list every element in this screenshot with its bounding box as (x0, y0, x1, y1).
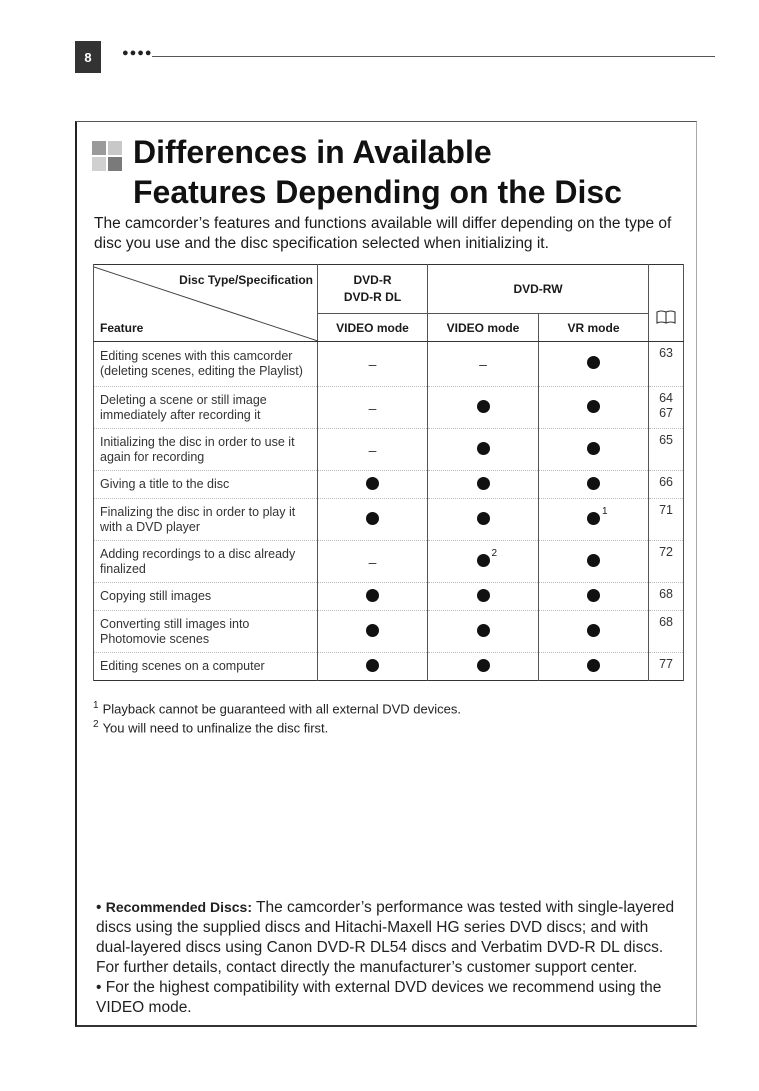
support-cell-rw-vr (539, 611, 649, 653)
table-row (94, 499, 684, 541)
feature-cell (94, 429, 318, 471)
table-row (94, 387, 684, 429)
page-reference: 77 (649, 653, 684, 681)
book-icon (656, 310, 676, 324)
footnotes (93, 698, 461, 737)
not-supported-dash: – (368, 356, 377, 372)
support-cell-dvdr (318, 611, 428, 653)
header-dvdr-label: DVD-R (353, 273, 392, 287)
feature-line-2: Photomovie scenes (100, 631, 210, 646)
supported-dot-icon (366, 477, 379, 490)
subheader-dvdrw-video: VIDEO mode (428, 314, 539, 342)
page-number: 8 (75, 41, 101, 73)
page-reference: 72 (649, 541, 684, 583)
compatibility-text: For the highest compatibility with external DVD devices we recommend using the VIDEO mode. (96, 979, 662, 1016)
table-row (94, 583, 684, 611)
table-body (94, 342, 684, 681)
intro-paragraph: The camcorder’s features and functions available will differ depending on the type of disc you use and the disc specification selected when initializing it. (94, 215, 672, 252)
supported-dot-icon (587, 589, 600, 602)
supported-dot-icon (587, 505, 608, 525)
page-reference: 64 67 (649, 387, 684, 429)
features-table (93, 264, 684, 681)
header-page-ref (649, 265, 684, 342)
supported-dot-icon (366, 512, 379, 525)
supported-dot-icon (366, 659, 379, 672)
feature-cell (94, 387, 318, 429)
supported-dot-icon (366, 624, 379, 637)
recommended-discs-text: The camcorder’s performance was tested with single-layered discs using the supplied discs and Hitachi-Maxell HG series DVD discs; and with dual-layered discs using Canon DVD-R DL54 discs and Verbatim DVD-R DL discs. For further details, contact directly the manufacturer’s customer support center. (96, 899, 675, 976)
feature-cell (94, 583, 318, 611)
supported-dot-icon (587, 554, 600, 567)
header-dots: ●●●● (122, 47, 153, 59)
header-dvdr (318, 265, 428, 314)
support-cell-rw-vr (539, 342, 649, 387)
header-dvdrdl-label: DVD-R DL (343, 290, 402, 304)
feature-line-1: Giving a title to the disc (100, 477, 230, 491)
feature-line-1: Copying still images (100, 589, 212, 603)
footnote-2 (93, 717, 461, 736)
feature-cell (94, 342, 318, 387)
page-reference: 68 (649, 611, 684, 653)
supported-dot-icon (587, 356, 600, 369)
footnote-1-text: Playback cannot be guaranteed with all external DVD devices. (102, 701, 461, 717)
feature-line-1: Converting still images into (100, 616, 250, 631)
not-supported-dash: – (368, 399, 377, 416)
support-cell-rw-vr (539, 471, 649, 499)
feature-line-1: Deleting a scene or still image (100, 392, 267, 407)
support-cell-dvdr (318, 342, 428, 387)
not-supported-dash: – (479, 356, 487, 372)
supported-dot-icon (587, 442, 600, 455)
header-diagonal-cell (94, 265, 318, 342)
support-cell-rw-video (428, 387, 539, 429)
page-reference: 68 (649, 583, 684, 611)
supported-dot-icon (477, 442, 490, 455)
support-cell-dvdr (318, 583, 428, 611)
supported-dot-icon (587, 400, 600, 413)
table-row (94, 541, 684, 583)
supported-dot-icon (587, 477, 600, 490)
feature-line-1: Initializing the disc in order to use it (100, 434, 295, 449)
footnote-ref: 2 (491, 547, 498, 559)
support-cell-rw-video (428, 611, 539, 653)
support-cell-dvdr (318, 429, 428, 471)
footnote-1-mark: 1 (93, 700, 99, 711)
support-cell-rw-video (428, 429, 539, 471)
supported-dot-icon (477, 512, 490, 525)
header-dvdrw: DVD-RW (428, 265, 649, 314)
feature-line-1: Editing scenes on a computer (100, 659, 265, 673)
not-supported-dash: – (368, 553, 377, 570)
support-cell-dvdr (318, 653, 428, 681)
support-cell-rw-video (428, 583, 539, 611)
table-row (94, 429, 684, 471)
feature-line-1: Editing scenes with this camcorder (100, 349, 293, 363)
feature-line-2: finalized (100, 561, 146, 576)
feature-line-2: with a DVD player (100, 519, 201, 534)
support-cell-rw-video (428, 653, 539, 681)
supported-dot-icon (587, 624, 600, 637)
header-disc-type: Disc Type/Specification (179, 273, 313, 287)
title-line-2: Features Depending on the Disc (133, 174, 622, 210)
table-row (94, 471, 684, 499)
table-row (94, 611, 684, 653)
page-reference: 65 (649, 429, 684, 471)
support-cell-rw-video (428, 541, 539, 583)
subheader-dvdrw-vr: VR mode (539, 314, 649, 342)
title-squares-icon (92, 141, 126, 175)
support-cell-rw-vr (539, 387, 649, 429)
support-cell-dvdr (318, 499, 428, 541)
support-cell-dvdr (318, 471, 428, 499)
supported-dot-icon (477, 400, 490, 413)
support-cell-rw-vr (539, 653, 649, 681)
supported-dot-icon (477, 547, 498, 567)
feature-line-2: immediately after recording it (100, 407, 261, 422)
support-cell-rw-video (428, 471, 539, 499)
supported-dot-icon (477, 477, 490, 490)
supported-dot-icon (477, 624, 490, 637)
footnote-2-text: You will need to unfinalize the disc first. (102, 720, 329, 736)
recommendations: • Recommended Discs: The camcorder’s performance was tested with single-layered discs using the supplied discs and Hitachi-Maxell HG series DVD discs; and with dual-layered discs using Canon DVD-R DL54 discs and Verbatim DVD-R DL discs. For further details, contact directly the manufacturer’s customer support center. • For the highest compatibility with external DVD devices we recommend using the VIDEO mode. (96, 899, 675, 1016)
support-cell-rw-video (428, 499, 539, 541)
feature-cell (94, 499, 318, 541)
support-cell-rw-vr (539, 583, 649, 611)
subheader-dvdr-video: VIDEO mode (318, 314, 428, 342)
feature-cell (94, 611, 318, 653)
feature-line-1: Finalizing the disc in order to play it (100, 504, 296, 519)
feature-line-1: Adding recordings to a disc already (100, 546, 296, 561)
feature-line-2: again for recording (100, 449, 205, 464)
support-cell-dvdr (318, 387, 428, 429)
support-cell-rw-vr (539, 499, 649, 541)
footnote-2-mark: 2 (93, 719, 99, 731)
feature-cell (94, 541, 318, 583)
table-row (94, 342, 684, 387)
title-line-1: Differences in Available (133, 134, 492, 170)
footnote-1 (93, 698, 461, 717)
page-reference: 66 (649, 471, 684, 499)
supported-dot-icon (587, 659, 600, 672)
support-cell-rw-video (428, 342, 539, 387)
page-title (133, 132, 622, 212)
supported-dot-icon (477, 659, 490, 672)
page-reference: 63 (649, 342, 684, 387)
support-cell-rw-vr (539, 541, 649, 583)
support-cell-rw-vr (539, 429, 649, 471)
supported-dot-icon (366, 589, 379, 602)
support-cell-dvdr (318, 541, 428, 583)
footnote-ref: 1 (602, 505, 608, 517)
not-supported-dash: – (368, 441, 377, 458)
supported-dot-icon (477, 589, 490, 602)
page-reference: 71 (649, 499, 684, 541)
header-feature: Feature (100, 321, 144, 335)
feature-cell (94, 471, 318, 499)
feature-line-2: (deleting scenes, editing the Playlist) (100, 364, 303, 378)
feature-cell (94, 653, 318, 681)
table-row (94, 653, 684, 681)
header-rule (152, 56, 715, 57)
table-header-row (94, 265, 684, 314)
recommended-discs-label: Recommended Discs: (105, 899, 253, 915)
